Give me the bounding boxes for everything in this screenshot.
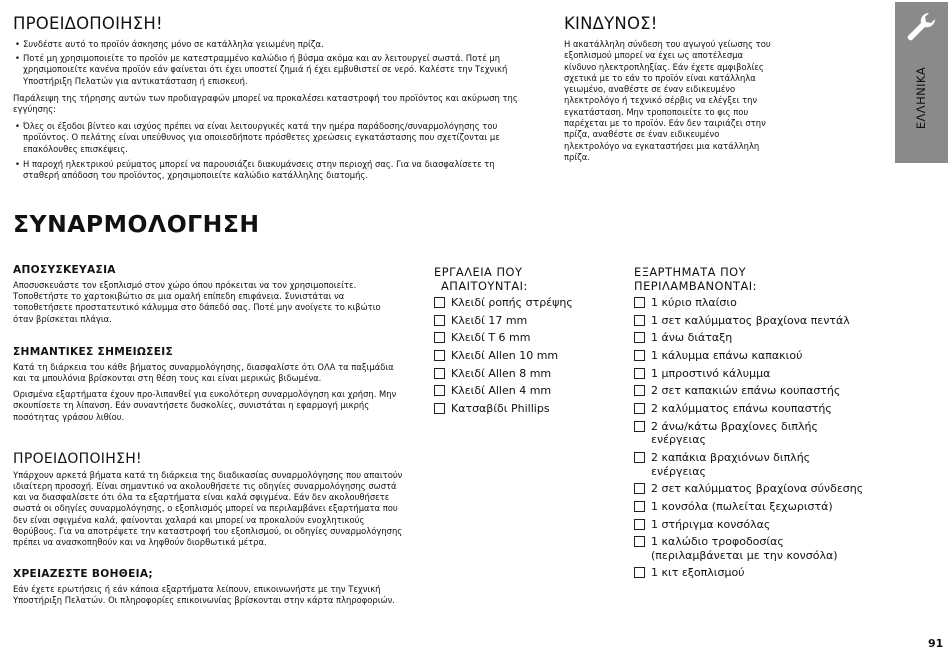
notes-text-1: Κατά τη διάρκεια του κάθε βήματος συναρμολόγησης, διασφαλίστε ότι ΟΛΑ τα παξιμάδια και τα μπουλόνια βρίσκονται στη θέση τους και είναι μερικώς βιδωμένα. <box>13 361 394 384</box>
list-item: Κλειδί 17 mm <box>434 314 619 328</box>
language-label: ΕΛΛΗΝΙΚΑ <box>914 66 928 130</box>
list-item: • Η παροχή ηλεκτρικού ρεύματος μπορεί να παρουσιάζει διακυμάνσεις στην περιοχή σας. Για να διασφαλίσετε τη σταθερή απόδοση του προϊόντος, χρησιμοποιείτε καλώδιο κατάλληλης διατομής. <box>13 159 533 181</box>
list-item: 1 άνω διάταξη <box>634 331 864 345</box>
list-item: 1 κύριο πλαίσιο <box>634 296 864 310</box>
notes-title: ΣΗΜΑΝΤΙΚΕΣ ΣΗΜΕΙΩΣΕΙΣ <box>13 345 174 358</box>
checkbox[interactable] <box>634 536 645 547</box>
checkbox[interactable] <box>434 332 445 343</box>
parts-title-line1: ΕΞΑΡΤΗΜΑΤΑ ΠΟΥ <box>634 265 747 279</box>
list-item: Κλειδί Allen 10 mm <box>434 349 619 363</box>
checkbox[interactable] <box>434 403 445 414</box>
list-item: 1 καλώδιο τροφοδοσίας (περιλαμβάνεται με την κονσόλα) <box>634 535 864 562</box>
tools-column <box>434 265 619 420</box>
list-item: Κλειδί Allen 8 mm <box>434 367 619 381</box>
list-item: • Συνδέστε αυτό το προϊόν άσκησης μόνο σε κατάλληλα γειωμένη πρίζα. <box>13 39 533 50</box>
list-item: 2 καπάκια βραχιόνων διπλής ενέργειας <box>634 451 864 478</box>
assembly-left-column <box>13 264 403 607</box>
tools-title-line2: ΑΠΑΙΤΟΥΝΤΑΙ: <box>441 279 528 293</box>
wrench-icon <box>902 8 942 48</box>
checkbox[interactable] <box>634 368 645 379</box>
checkbox[interactable] <box>634 385 645 396</box>
checkbox[interactable] <box>634 315 645 326</box>
danger-title: ΚΙΝΔΥΝΟΣ! <box>564 14 658 33</box>
checkbox[interactable] <box>634 421 645 432</box>
list-item: 2 καλύμματος επάνω κουπαστής <box>634 402 864 416</box>
list-item: 1 στήριγμα κονσόλας <box>634 518 864 532</box>
page-number: 91 <box>928 637 944 650</box>
checkbox[interactable] <box>634 403 645 414</box>
list-item: Κλειδί T 6 mm <box>434 331 619 345</box>
tools-list <box>434 296 619 416</box>
warning-title: ΠΡΟΕΙΔΟΠΟΙΗΣΗ! <box>13 14 163 33</box>
list-item: 2 άνω/κάτω βραχίονες διπλής ενέργειας <box>634 420 864 447</box>
checkbox[interactable] <box>634 332 645 343</box>
unpacking-title: ΑΠΟΣΥΣΚΕΥΑΣΙΑ <box>13 264 116 276</box>
checkbox[interactable] <box>634 567 645 578</box>
parts-title-line2: ΠΕΡΙΛΑΜΒΑΝΟΝΤΑΙ: <box>634 279 757 293</box>
list-item: 1 σετ καλύμματος βραχίονα πεντάλ <box>634 314 864 328</box>
danger-text: Η ακατάλληλη σύνδεση του αγωγού γείωσης του εξοπλισμού μπορεί να έχει ως αποτέλεσμα κίνδυνο ηλεκτροπληξίας. Εάν έχετε αμφιβολίες σχετικά με το εάν το προϊόν είναι κατάλληλα γειωμένο, αναθέστε σε έναν ειδικευμένο ηλεκτρολόγο ή τεχνικό σέρβις να ελέγξει την εγκατάσταση. Μην τροποποιείτε το φις που παρέχεται με το προϊόν. Εάν δεν ταιριάζει στην πρίζα, αναθέστε σε έναν ειδικευμένο ηλεκτρολόγο να εγκαταστήσει μια κατάλληλη πρίζα. <box>564 39 771 162</box>
danger-section <box>564 14 772 163</box>
assembly-title: ΣΥΝΑΡΜΟΛΟΓΗΣΗ <box>13 210 260 238</box>
checkbox[interactable] <box>634 452 645 463</box>
checkbox[interactable] <box>434 350 445 361</box>
list-item: 2 σετ καπακιών επάνω κουπαστής <box>634 384 864 398</box>
warning-bullets-2 <box>13 121 533 181</box>
list-item: Κλειδί ροπής στρέψης <box>434 296 619 310</box>
list-item: • Ποτέ μη χρησιμοποιείτε το προϊόν με κατεστραμμένο καλώδιο ή βύσμα ακόμα και αν λειτουργεί σωστά. Ποτέ μη χρησιμοποιείτε κανένα προϊόν εάν φαίνεται ότι έχει υποστεί ζημιά ή έχει εμβυθιστεί σε νερό. Καλέστε την Τεχνική Υποστήριξη Πελατών για αντικατάσταση ή επισκευή. <box>13 53 533 87</box>
help-title: ΧΡΕΙΑΖΕΣΤΕ ΒΟΗΘΕΙΑ; <box>13 568 153 581</box>
checkbox[interactable] <box>434 385 445 396</box>
unpacking-text: Αποσυσκευάστε τον εξοπλισμό στον χώρο όπου πρόκειται να τον χρησιμοποιείτε. Τοποθετήστε το χαρτοκιβώτιο σε μια ομαλή επίπεδη επιφάνεια. Συνιστάται να τοποθετήσετε προστατευτικό κάλυμμα στο δάπεδό σας. Ποτέ μην ανοίγετε το κιβώτιο όταν βρίσκεται πλάγια. <box>13 280 381 324</box>
top-warning-section <box>13 14 533 181</box>
list-item: 1 μπροστινό κάλυμμα <box>634 367 864 381</box>
checkbox[interactable] <box>434 297 445 308</box>
list-item: 2 σετ καλύμματος βραχίονα σύνδεσης <box>634 482 864 496</box>
list-item: Κατσαβίδι Phillips <box>434 402 619 416</box>
list-item: Κλειδί Allen 4 mm <box>434 384 619 398</box>
checkbox[interactable] <box>634 519 645 530</box>
checkbox[interactable] <box>634 297 645 308</box>
assembly-warning-text: Υπάρχουν αρκετά βήματα κατά τη διάρκεια της διαδικασίας συναρμολόγησης που απαιτούν ιδιαίτερη προσοχή. Είναι σημαντικό να ακολουθήσετε τις οδηγίες συναρμολόγησης σωστά και να διασφαλίσετε ότι όλα τα εξαρτήματα είναι καλά σφιγμένα. Εάν δεν ακολουθήσετε σωστά οι οδηγίες συναρμολόγησης, ο εξοπλισμός μπορεί να περιλαμβάνει εξαρτήματα που δεν είναι σφιγμένα καλά, φαίνονται χαλαρά και μπορεί να προκαλούν ενοχλητικούς θορύβους. Για να αποτρέψετε την καταστροφή του εξοπλισμού, οι οδηγίες συναρμολόγησης πρέπει να ανασκοπηθούν και να ληφθούν διορθωτικά μέτρα. <box>13 469 403 548</box>
notes-text-2: Ορισμένα εξαρτήματα έχουν προ-λιπανθεί για ευκολότερη συναρμολόγηση και χρήση. Μην σκουπίσετε τη λίπανση. Εάν συναντήσετε δυσκολίες, συνιστάται η εφαρμογή μικρής ποσότητας γράσου λιθίου. <box>13 389 397 422</box>
checkbox[interactable] <box>634 501 645 512</box>
list-item: 1 κάλυμμα επάνω καπακιού <box>634 349 864 363</box>
checkbox[interactable] <box>634 350 645 361</box>
warning-paragraph: Παράλειψη της τήρησης αυτών των προδιαγραφών μπορεί να προκαλέσει καταστροφή του προϊόντος και ακύρωση της εγγύησης: <box>13 92 518 115</box>
checkbox[interactable] <box>434 315 445 326</box>
list-item: 1 κονσόλα (πωλείται ξεχωριστά) <box>634 500 864 514</box>
list-item: 1 κιτ εξοπλισμού <box>634 566 864 580</box>
assembly-warning-title: ΠΡΟΕΙΔΟΠΟΙΗΣΗ! <box>13 450 142 467</box>
parts-column <box>634 265 864 584</box>
warning-bullets <box>13 39 533 87</box>
language-tab <box>895 2 948 163</box>
checkbox[interactable] <box>434 368 445 379</box>
parts-list <box>634 296 864 580</box>
help-text: Εάν έχετε ερωτήσεις ή εάν κάποια εξαρτήματα λείπουν, επικοινωνήστε με την Τεχνική Υποστήριξη Πελατών. Οι πληροφορίες επικοινωνίας βρίσκονται στην κάρτα πληροφοριών. <box>13 584 395 606</box>
list-item: • Όλες οι έξοδοι βίντεο και ισχύος πρέπει να είναι λειτουργικές κατά την ημέρα παράδοσης/συναρμολόγησης του προϊόντος. Ο πελάτης είναι υπεύθυνος για οποιεσδήποτε πρόσθετες χρεώσεις εγκατάστασης που σχετίζονται με επακόλουθες επισκέψεις. <box>13 121 533 155</box>
checkbox[interactable] <box>634 483 645 494</box>
tools-title-line1: ΕΡΓΑΛΕΙΑ ΠΟΥ <box>434 265 523 279</box>
